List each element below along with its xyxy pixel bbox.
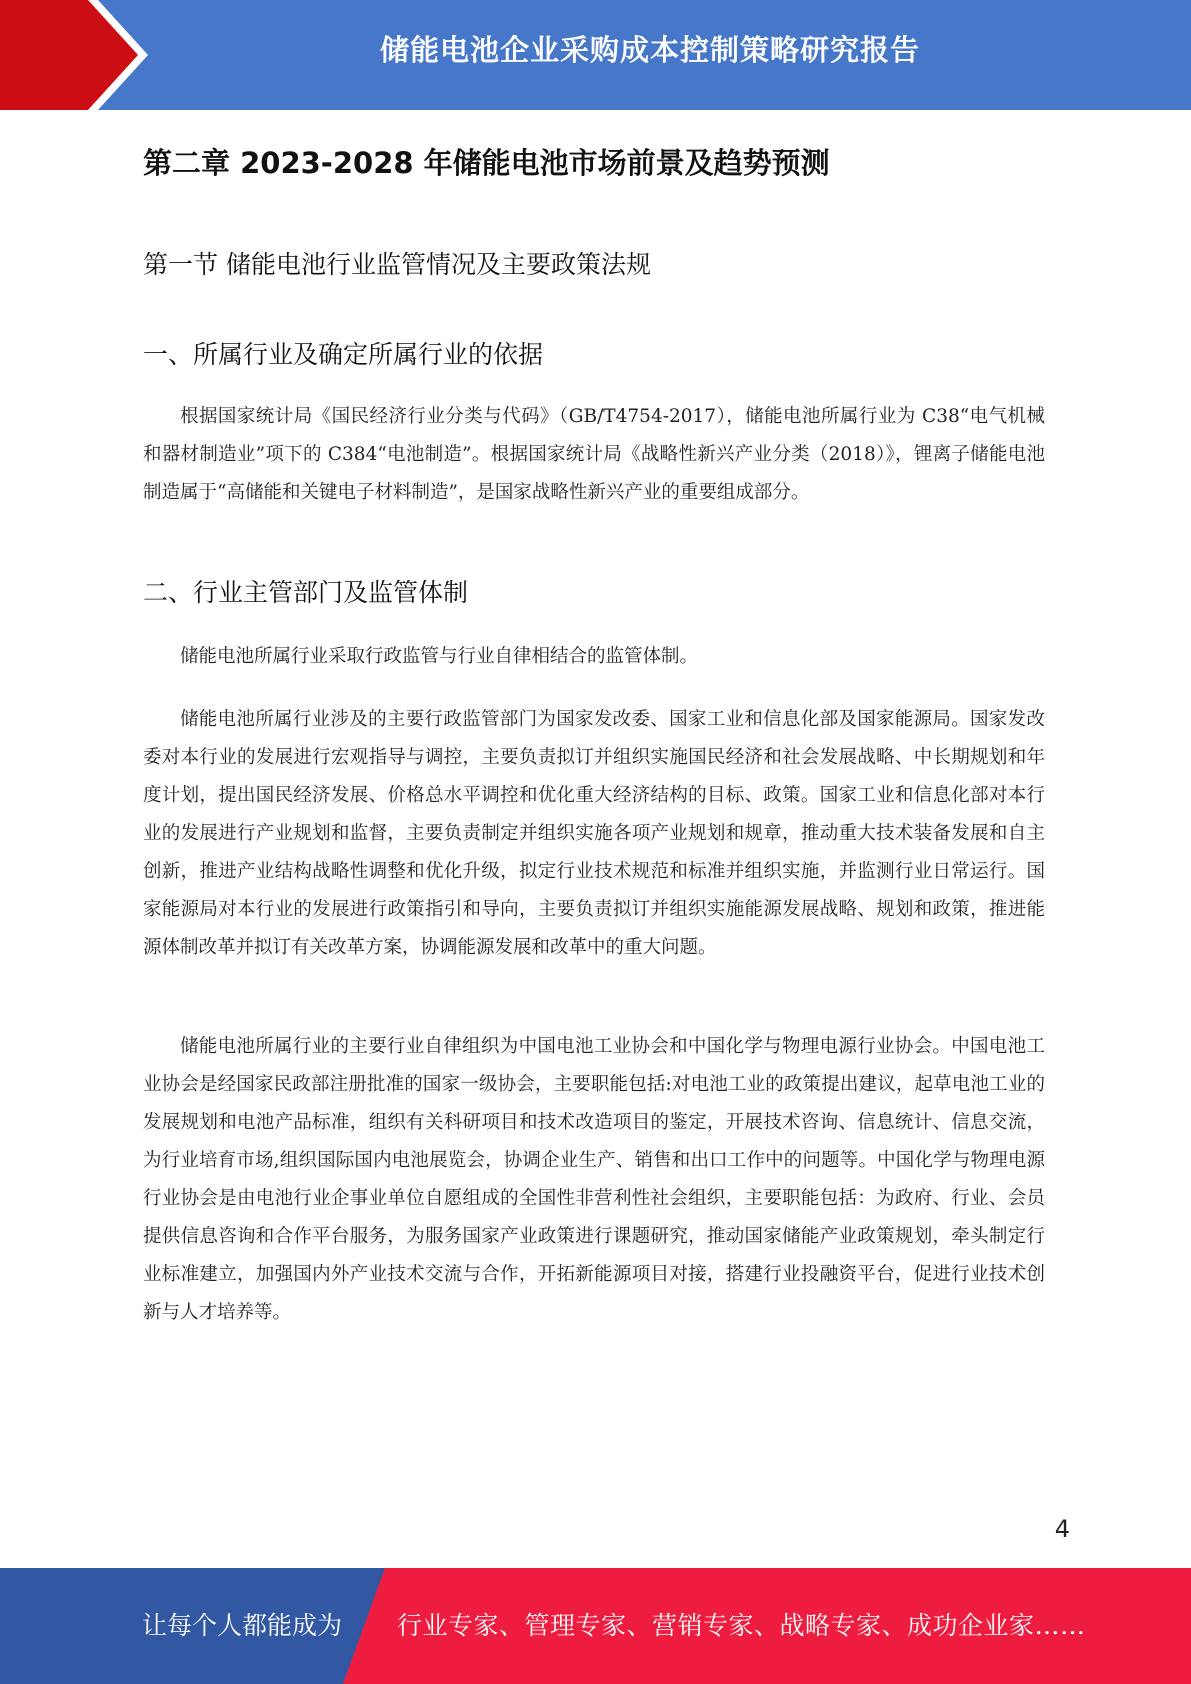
report-title: 储能电池企业采购成本控制策略研究报告 <box>379 33 920 67</box>
footer-slogan-right: 行业专家、管理专家、营销专家、战略专家、成功企业家…… <box>397 1611 1086 1640</box>
paragraph-administrative-departments: 储能电池所属行业涉及的主要行政监管部门为国家发改委、国家工业和信息化部及国家能源局。国家发改委对本行业的发展进行宏观指导与调控，主要负责拟订并组织实施国民经济和社会发展战略、中长期规划和年度计划，提出国民经济发展、价格总水平调控和优化重大经济结构的目标、政策。国家工业和信息化部对本行业的发展进行产业规划和监督，主要负责制定并组织实施各项产业规划和规章，推动重大技术装备发展和自主创新，推进产业结构战略性调整和优化升级，拟定行业技术规范和标准并组织实施，并监测行业日常运行。国家能源局对本行业的发展进行政策指引和导向，主要负责拟订并组织实施能源发展战略、规划和政策，推进能源体制改革并拟订有关改革方案，协调能源发展和改革中的重大问题。 <box>143 709 1045 958</box>
paragraph-industry-classification: 根据国家统计局《国民经济行业分类与代码》（GB/T4754-2017），储能电池所属行业为 C38“电气机械和器材制造业”项下的 C384“电池制造”。根据国家统计局《战略性新兴产业分类（2018）》，锂离子储能电池制造属于“高储能和关键电子材料制造”，是国家战略性新兴产业的重要组成部分。 <box>143 406 1045 503</box>
chapter-title: 第二章 2023-2028 年储能电池市场前景及趋势预测 <box>143 146 830 180</box>
footer-slogan-left: 让每个人都能成为 <box>142 1611 343 1640</box>
page-number: 4 <box>1054 1515 1070 1543</box>
main-content <box>143 135 1045 1323</box>
page-header <box>0 0 1191 110</box>
subsection-title-2: 二、行业主管部门及监管体制 <box>143 578 469 607</box>
subsection-title-1: 一、所属行业及确定所属行业的依据 <box>143 340 544 369</box>
page-footer <box>0 1568 1191 1684</box>
paragraph-industry-associations: 储能电池所属行业的主要行业自律组织为中国电池工业协会和中国化学与物理电源行业协会。中国电池工业协会是经国家民政部注册批准的国家一级协会，主要职能包括:对电池工业的政策提出建议，起草电池工业的发展规划和电池产品标准，组织有关科研项目和技术改造项目的鉴定，开展技术咨询、信息统计、信息交流，为行业培育市场,组织国际国内电池展览会，协调企业生产、销售和出口工作中的问题等。中国化学与物理电源行业协会是由电池行业企事业单位自愿组成的全国性非营利性社会组织，主要职能包括：为政府、行业、会员提供信息咨询和合作平台服务，为服务国家产业政策进行课题研究，推动国家储能产业政策规划，牵头制定行业标准建立，加强国内外产业技术交流与合作，开拓新能源项目对接，搭建行业投融资平台，促进行业技术创新与人才培养等。 <box>143 1036 1045 1323</box>
paragraph-regulatory-system: 储能电池所属行业采取行政监管与行业自律相结合的监管体制。 <box>180 646 699 667</box>
section-title: 第一节 储能电池行业监管情况及主要政策法规 <box>143 250 651 279</box>
